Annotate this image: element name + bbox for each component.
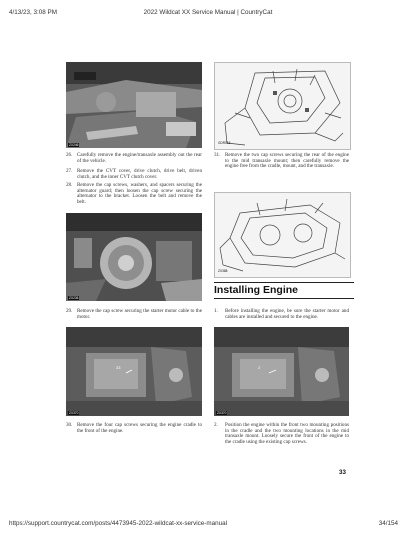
print-page-title: 2022 Wildcat XX Service Manual | CountryCat (143, 9, 273, 16)
illustration-engine-cradle (214, 192, 351, 278)
heading-rule-bottom (214, 298, 354, 299)
print-url: https://support.countrycat.com/posts/4473945-2022-wildcat-xx-service-manual (9, 520, 228, 527)
step-27: 27. Remove the CVT cover, drive clutch, drive belt, driven clutch, and the inner CVT clutch cover. (66, 168, 202, 180)
print-datetime: 4/13/23, 3:08 PM (9, 9, 57, 16)
photo-engine-rear-art (66, 62, 202, 148)
install-step-1: 1. Before installing the engine, be sure the starter motor and cables are installed and secured to the engine. (214, 308, 349, 320)
callout-number: 2 (258, 365, 261, 370)
figure-code: GDR015 (218, 141, 231, 145)
photo-alternator-art (66, 213, 202, 301)
illustration-engine-cradle-art (215, 193, 350, 277)
figure-code: ZX388 (218, 269, 228, 273)
photo-engine-install-art (214, 327, 349, 416)
install-step-2: 2. Position the engine within the front two mounting positions in the cradle and the two mounting locations in the mid transaxle mount. Loosely secure the front of the engine to the cradle using the existing cap screws. (214, 422, 349, 445)
step-29: 29. Remove the cap screw securing the starter motor cable to the motor. (66, 308, 202, 320)
page-number: 33 (339, 469, 346, 476)
photo-alternator (66, 213, 202, 301)
heading-rule-top (214, 282, 354, 283)
illustration-engine-removal-art (215, 63, 350, 149)
photo-starter-motor-art (66, 327, 202, 416)
callout-number: 33 (116, 365, 121, 370)
print-pagination: 34/154 (378, 520, 398, 527)
illustration-engine-removal (214, 62, 351, 150)
step-26: 26. Carefully remove the engine/transaxle assembly out the rear of the vehicle. (66, 152, 202, 164)
figure-code: ZX370 (69, 411, 79, 415)
figure-code: ZX370 (217, 411, 227, 415)
photo-engine-rear (66, 62, 202, 148)
step-31: 31. Remove the two cap screws securing the rear of the engine to the mid transaxle mount; then carefully remove the engine free from the cradle, mount, and the transaxle. (214, 152, 349, 170)
step-28: 28. Remove the cap screws, washers, and spacers securing the alternator guard; then loosen the cap screw securing the alternator to the bracket. Loosen the belt and remove the belt. (66, 182, 202, 205)
photo-engine-install (214, 327, 349, 416)
step-30: 30. Remove the four cap screws securing the engine cradle to the front of the engine. (66, 422, 202, 434)
figure-code: ZX236 (69, 296, 79, 300)
figure-code: ZX246 (69, 143, 79, 147)
section-heading: Installing Engine (214, 284, 299, 296)
photo-starter-motor (66, 327, 202, 416)
